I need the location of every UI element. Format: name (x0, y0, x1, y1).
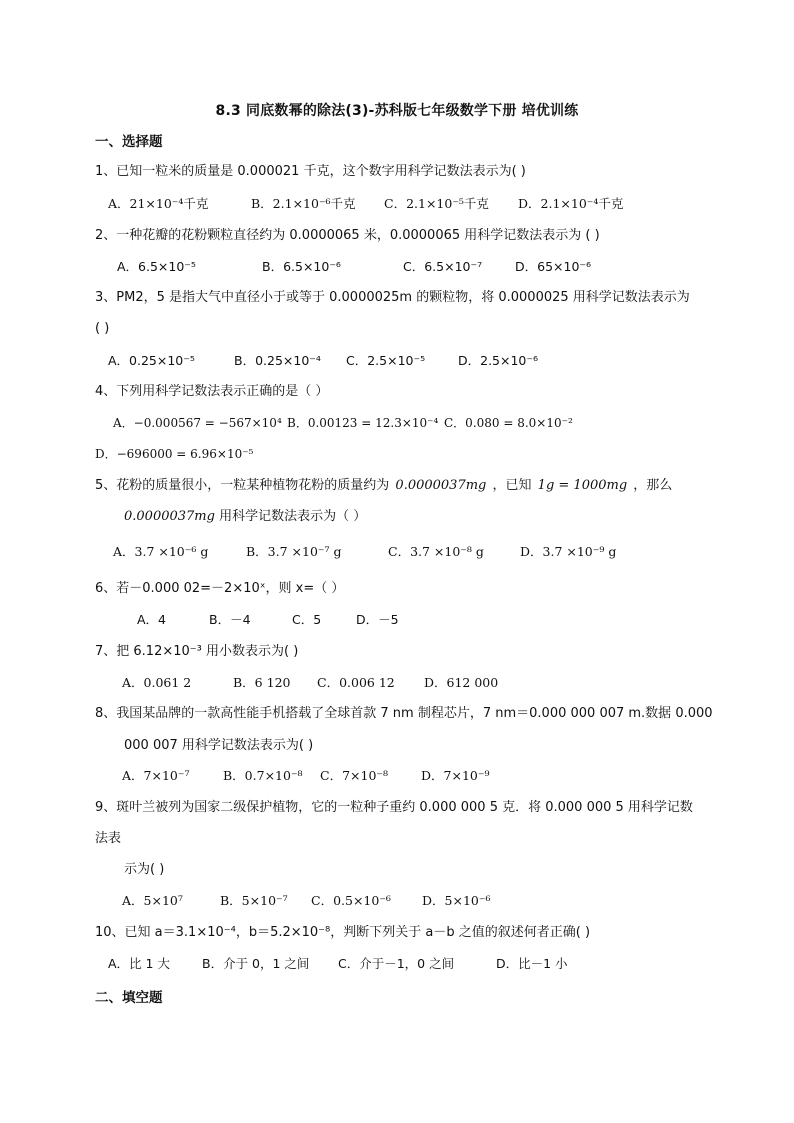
q2-option-c: C．6.5×10⁻⁷ (403, 259, 483, 274)
q9-option-b: B．5×10⁻⁷ (220, 893, 288, 908)
question-6: 6、若－0.000 02=－2×10ˣ，则 x=（ ） (95, 581, 345, 596)
q5-line2-value: 0.0000037mg (124, 509, 215, 524)
q3-option-d: D．2.5×10⁻⁶ (458, 353, 538, 368)
question-8: 8、我国某品牌的一款高性能手机搭载了全球首款 7 nm 制程芯片，7 nm＝0.000 000 007 m.数据 0.000 (95, 706, 713, 721)
q1-option-d: D．2.1×10⁻⁴千克 (518, 196, 624, 211)
q4-option-c: C．0.080 = 8.0×10⁻² (444, 416, 573, 430)
q5-text-c: ，那么 (633, 478, 673, 493)
q7-option-b: B．6 120 (233, 675, 291, 690)
q2-option-b: B．6.5×10⁻⁶ (262, 259, 341, 274)
q1-option-c: C．2.1×10⁻⁵千克 (384, 196, 489, 211)
question-9-line-3: 示为( ) (124, 862, 165, 877)
q8-option-c: C．7×10⁻⁸ (320, 768, 389, 783)
q3-option-c: C．2.5×10⁻⁵ (346, 353, 426, 368)
question-1: 1、已知一粒米的质量是 0.000021 千克，这个数字用科学记数法表示为( ) (95, 164, 526, 179)
q7-option-c: C．0.006 12 (317, 675, 395, 690)
q3-option-a: A．0.25×10⁻⁵ (108, 353, 195, 368)
q3-option-b: B．0.25×10⁻⁴ (234, 353, 321, 368)
q10-option-a: A．比 1 大 (108, 956, 170, 971)
q5-option-d: D．3.7 ×10⁻⁹ g (520, 544, 617, 559)
question-4: 4、下列用科学记数法表示正确的是（ ） (95, 384, 329, 399)
question-5 (95, 477, 672, 495)
q9-option-a: A．5×10⁷ (122, 893, 183, 908)
question-2: 2、一种花瓣的花粉颗粒直径约为 0.0000065 米，0.0000065 用科学记数法表示为 ( ) (95, 228, 600, 243)
q5-value-b: 1g = 1000mg (537, 478, 628, 493)
q8-option-a: A．7×10⁻⁷ (122, 768, 190, 783)
question-9: 9、斑叶兰被列为国家二级保护植物，它的一粒种子重约 0.000 000 5 克．将 0.000 000 5 用科学记数 (95, 800, 693, 815)
section-heading-fill: 二、填空题 (95, 990, 163, 1006)
q5-value-a: 0.0000037mg (395, 478, 487, 493)
page-title: 8.3 同底数幂的除法(3)-苏科版七年级数学下册 培优训练 (215, 103, 579, 119)
q8-option-d: D．7×10⁻⁹ (421, 768, 490, 783)
q6-option-c: C．5 (292, 612, 322, 627)
q5-text-b: ，已知 (492, 478, 532, 493)
question-10: 10、已知 a＝3.1×10⁻⁴，b＝5.2×10⁻⁸，判断下列关于 a－b 之值的叙述何者正确( ) (95, 925, 591, 940)
q2-option-a: A．6.5×10⁻⁵ (117, 259, 196, 274)
q6-option-b: B．－4 (209, 612, 251, 627)
q9-option-c: C．0.5×10⁻⁶ (311, 893, 391, 908)
q5-option-a: A．3.7 ×10⁻⁶ g (113, 544, 209, 559)
q1-option-b: B．2.1×10⁻⁶千克 (251, 196, 356, 211)
q9-option-d: D．5×10⁻⁶ (422, 893, 491, 908)
q4-option-a: A．−0.000567 = −567×10⁴ (113, 416, 282, 430)
q5-option-c: C．3.7 ×10⁻⁸ g (388, 544, 484, 559)
q7-option-d: D．612 000 (424, 675, 499, 690)
q6-option-a: A．4 (137, 612, 167, 627)
question-9-line-2: 法表 (95, 831, 122, 846)
q6-option-d: D．－5 (356, 612, 399, 627)
section-heading-choice: 一、选择题 (95, 134, 163, 150)
q8-option-b: B．0.7×10⁻⁸ (223, 768, 303, 783)
q7-option-a: A．0.061 2 (122, 675, 192, 690)
q4-option-d: D．−696000 = 6.96×10⁻⁵ (95, 447, 254, 461)
q2-option-d: D．65×10⁻⁶ (515, 259, 592, 274)
q5-text-a: 5、花粉的质量很小，一粒某种植物花粉的质量约为 (95, 478, 390, 493)
q5-line2-text: 用科学记数法表示为（ ） (214, 509, 367, 524)
question-7: 7、把 6.12×10⁻³ 用小数表示为( ) (95, 644, 299, 659)
q1-option-a: A．21×10⁻⁴千克 (108, 196, 209, 211)
q10-option-b: B．介于 0，1 之间 (202, 956, 310, 971)
question-8-line-2: 000 007 用科学记数法表示为( ) (124, 738, 314, 753)
q5-option-b: B．3.7 ×10⁻⁷ g (246, 544, 342, 559)
question-3: 3、PM2，5 是指大气中直径小于或等于 0.0000025m 的颗粒物，将 0.0000025 用科学记数法表示为 (95, 290, 690, 305)
q10-option-d: D．比－1 小 (496, 956, 568, 971)
question-5-line-2 (124, 508, 366, 526)
q4-option-b: B．0.00123 = 12.3×10⁻⁴ (287, 416, 439, 430)
question-3-bracket: ( ) (95, 321, 110, 336)
q10-option-c: C．介于－1，0 之间 (338, 956, 455, 971)
